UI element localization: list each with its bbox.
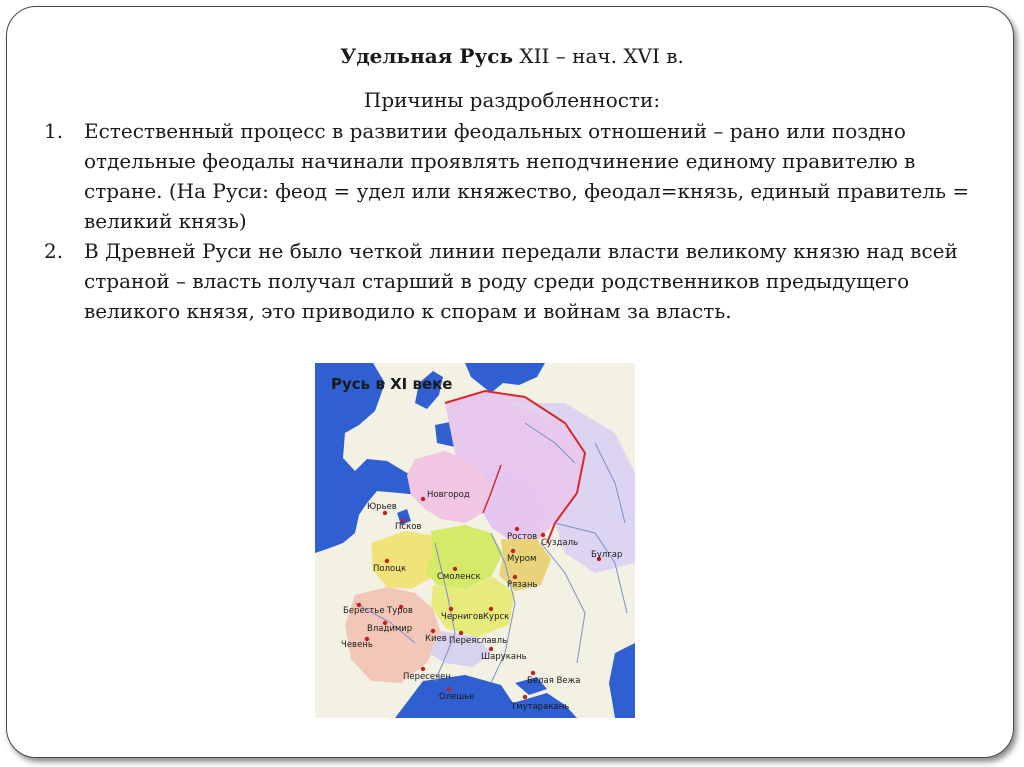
- city-label: Юрьев: [367, 502, 397, 512]
- city-label: Смоленск: [437, 572, 481, 582]
- reason-number: 2.: [44, 239, 64, 263]
- city-label: Киев: [425, 634, 447, 644]
- city-label: Муром: [507, 554, 537, 564]
- reason-item: [44, 116, 974, 236]
- city-label: Владимир: [367, 624, 413, 634]
- city-label: Полоцк: [373, 564, 407, 574]
- city-label: Чернигов: [441, 612, 484, 622]
- city-label: Олешье: [439, 692, 475, 702]
- city-label: Новгород: [427, 490, 470, 500]
- title-bold: Удельная Русь: [340, 44, 514, 68]
- city-label: Чевень: [341, 640, 373, 650]
- city-label: Суздаль: [541, 538, 579, 548]
- reason-number: 1.: [44, 119, 64, 143]
- reason-text: Естественный процесс в развитии феодальных отношений – рано или поздно отдельные феодалы начинали проявлять неподчинение единому правителю в стране. (На Руси: феод = удел или княжество, феодал=князь, единый правитель = великий князь): [84, 119, 970, 233]
- reasons-list: [44, 116, 974, 326]
- city-label: Ростов: [507, 532, 538, 542]
- slide-subtitle: Причины раздробленности:: [363, 88, 661, 112]
- reason-item: [44, 236, 974, 326]
- city-label: Переяславль: [449, 636, 508, 646]
- historical-map: [315, 363, 635, 718]
- city-label: Рязань: [507, 580, 538, 590]
- reason-text: В Древней Руси не было четкой линии передали власти великому князю над всей страной – власть получал старший в роду среди родственников предыдущего великого князя, это приводило к спорам и войнам за власть.: [84, 239, 958, 323]
- city-label: Туров: [387, 606, 413, 616]
- city-label: Тмутаракань: [511, 702, 570, 712]
- city-label: Белая Вежа: [527, 676, 581, 686]
- city-label: Пересечен: [403, 672, 451, 682]
- city-label: Берестье: [343, 606, 385, 616]
- city-label: Шарукань: [481, 652, 527, 662]
- map-title: Русь в XI веке: [331, 375, 453, 393]
- city-label: Курск: [483, 612, 510, 622]
- map-svg: [315, 363, 635, 718]
- city-label: Псков: [395, 522, 422, 532]
- city-label: Булгар: [591, 550, 623, 560]
- slide-title: [0, 44, 1024, 68]
- title-period: XII – нач. XVI в.: [513, 44, 684, 68]
